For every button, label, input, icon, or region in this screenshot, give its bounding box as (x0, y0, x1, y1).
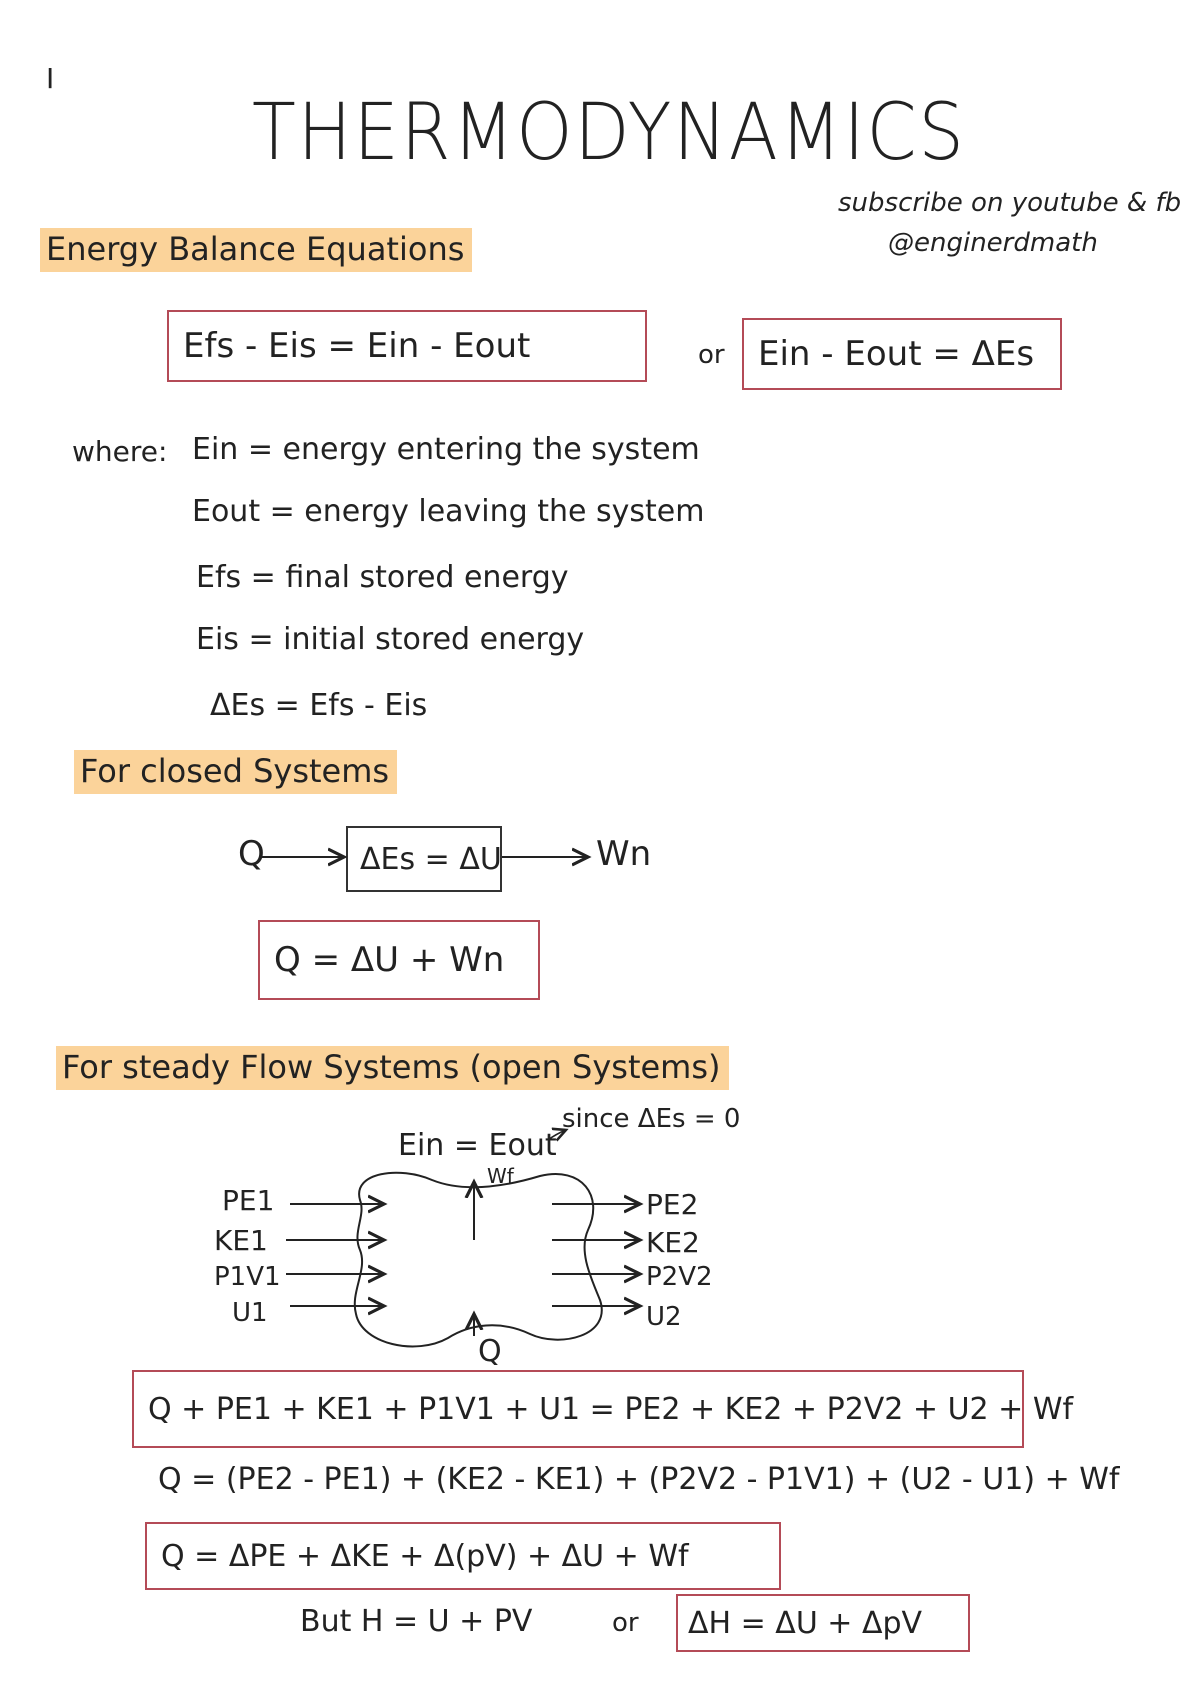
outlet-pe2: PE2 (646, 1188, 699, 1221)
steady-eq2: Q = (PE2 - PE1) + (KE2 - KE1) + (P2V2 - P1V1) + (U2 - U1) + Wf (158, 1462, 1120, 1497)
closed-system-label: ΔEs = ΔU (360, 841, 502, 877)
since-label: since ΔEs = 0 (562, 1104, 741, 1134)
equation-main-left: Efs - Eis = Ein - Eout (183, 326, 531, 366)
outlet-u2: U2 (646, 1302, 682, 1332)
where-label: where: (72, 435, 168, 468)
page-title: THERMODYNAMICS (252, 88, 966, 178)
or-label-1: or (698, 340, 725, 370)
but-h-label: But H = U + PV (300, 1604, 533, 1639)
steady-eq4: ΔH = ΔU + ΔpV (688, 1605, 923, 1641)
section-energy-balance-label: Energy Balance Equations (40, 228, 472, 272)
definition-delta-es: ΔEs = Efs - Eis (210, 688, 428, 723)
open-system-boundary (355, 1173, 602, 1347)
inlet-pe1: PE1 (222, 1184, 275, 1217)
section-closed-label: For closed Systems (74, 750, 397, 794)
equation-main-right: Ein - Eout = ΔEs (758, 334, 1035, 374)
credit-line-2: @enginerdmath (888, 228, 1098, 258)
definition-ein: Ein = energy entering the system (192, 432, 700, 467)
closed-wn-label: Wn (596, 834, 652, 874)
outlet-ke2: KE2 (646, 1226, 700, 1259)
definition-efs: Efs = final stored energy (196, 560, 569, 595)
credit-line-1: subscribe on youtube & fb (838, 188, 1182, 218)
steady-eq3: Q = ΔPE + ΔKE + Δ(pV) + ΔU + Wf (161, 1538, 689, 1574)
closed-q-label: Q (238, 834, 265, 874)
steady-eq1: Q + PE1 + KE1 + P1V1 + U1 = PE2 + KE2 + P2V2 + U2 + Wf (148, 1391, 1074, 1427)
steady-q-label: Q (478, 1334, 502, 1369)
or-label-2: or (612, 1608, 639, 1638)
wf-label: Wf (487, 1164, 514, 1188)
inlet-p1v1: P1V1 (214, 1262, 281, 1292)
inlet-ke1: KE1 (214, 1224, 268, 1257)
closed-formula: Q = ΔU + Wn (274, 940, 505, 980)
section-steady-label: For steady Flow Systems (open Systems) (56, 1046, 729, 1090)
page-mark: I (46, 62, 55, 95)
definition-eis: Eis = initial stored energy (196, 622, 585, 657)
since-arrow (548, 1130, 566, 1140)
inlet-u1: U1 (232, 1298, 268, 1328)
definition-eout: Eout = energy leaving the system (192, 494, 705, 529)
outlet-p2v2: P2V2 (646, 1262, 713, 1292)
ein-eout-label: Ein = Eout (398, 1128, 557, 1163)
